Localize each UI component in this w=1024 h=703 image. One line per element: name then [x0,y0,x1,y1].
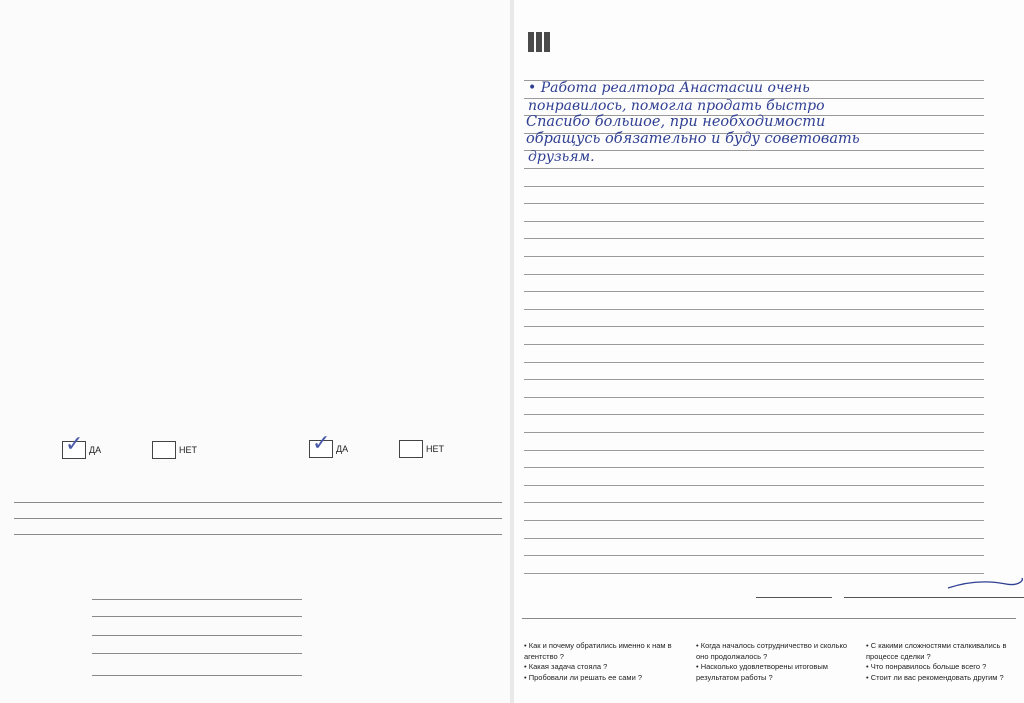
checkmark-icon: ✓ [65,432,84,457]
ruled-line [524,573,984,574]
footer-hint-line: • С какими сложностями сталкивались в [866,641,1007,650]
ruled-line [524,203,984,204]
date-line [756,597,832,598]
ruled-line [524,221,984,222]
surname-line [92,616,302,617]
phone-line [92,635,302,636]
footer-hint-line: • Пробовали ли решать ее сами ? [524,672,643,682]
ruled-line [524,502,984,503]
ruled-line [524,379,984,380]
footer-hint-line: процессе сделки ? [866,651,931,661]
email-line [92,653,302,654]
footer-hint-line: оно продолжалось ? [696,651,768,661]
footer-divider [522,618,1016,619]
fio-line [844,597,1024,598]
footer-hint-line: • Что понравилось больше всего ? [866,662,987,671]
ruled-line [524,362,984,363]
ruled-line [524,538,984,539]
ruled-line [524,168,984,169]
ruled-line [524,414,984,415]
date-line [92,675,302,676]
survey-page [0,0,510,703]
ruled-line [524,344,984,345]
ruled-line [524,309,984,310]
ruled-line [524,291,984,292]
footer-hint-line: агентство ? [524,651,564,661]
contract-line [92,599,302,600]
ruled-line [524,467,984,468]
q7-option-label: ДА [89,445,102,455]
ruled-line [524,450,984,451]
ruled-line [524,555,984,556]
footer-hint-line: • Когда началось сотрудничество и сколько [696,641,848,650]
signature-flourish [946,576,1024,592]
ruled-line [524,238,984,239]
handwritten-line: обращусь обязательно и буду советовать [526,131,860,147]
ruled-line [524,274,984,275]
answer-line [14,518,502,519]
q8-option-label: ДА [336,444,349,454]
ruled-line [524,432,984,433]
footer-hint-line: • Как и почему обратились именно к нам в [524,641,672,650]
answer-line [14,502,502,503]
footer-hint-line: • Насколько удовлетворены итоговым [696,662,828,671]
ruled-line [524,256,984,257]
footer-hint-line: • Какая задача стояла ? [524,662,608,671]
ruled-line [524,520,984,521]
prostor-logo-icon [528,32,550,54]
q7-option-checkbox[interactable] [152,441,176,459]
footer-hint-line: • Стоит ли вас рекомендовать другим ? [866,672,1004,682]
handwritten-line: понравилось, помогла продать быстро [528,98,825,114]
handwritten-line: • Работа реалтора Анастасии очень [528,80,810,96]
checkmark-icon: ✓ [312,431,331,456]
q7-option-checkbox[interactable] [62,432,86,459]
review-page [514,0,1024,703]
handwritten-line: друзьям. [528,149,595,165]
ruled-line [524,485,984,486]
ruled-line [524,186,984,187]
ruled-line [524,397,984,398]
q8-option-checkbox[interactable] [399,440,423,458]
footer-hint-line: результатом работы ? [696,672,773,682]
q7-option-label: НЕТ [179,445,197,455]
handwritten-line: Спасибо большое, при необходимости [526,114,826,130]
answer-line [14,534,502,535]
q8-option-checkbox[interactable] [309,431,333,458]
ruled-line [524,326,984,327]
q8-option-label: НЕТ [426,444,444,454]
